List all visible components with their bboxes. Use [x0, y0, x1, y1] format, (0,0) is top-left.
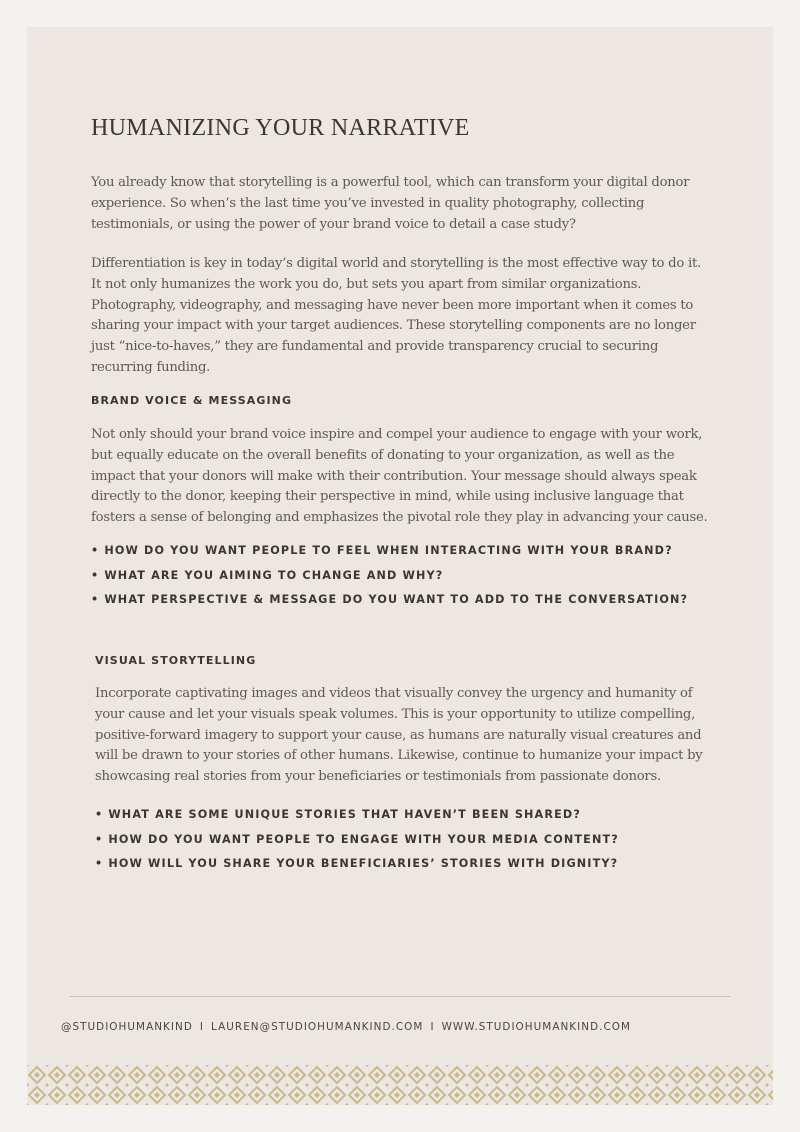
question-text: HOW DO YOU WANT PEOPLE TO ENGAGE WITH YOUR MEDIA CONTENT? [108, 832, 619, 846]
intro-paragraph-2: Differentiation is key in today’s digital world and storytelling is the most effective way to do it. It not only humanizes the work you do, but sets you apart from similar organizations. Photography, videography, and messaging have never been more important when it comes to sharing your impact with your target audiences. These storytelling components are no longer just “nice-to-haves,” they are fundamental and provide transparency crucial to securing recurring funding. [91, 256, 701, 375]
footer-separator: I [199, 1021, 205, 1033]
question-item [95, 808, 619, 833]
bullet-icon: • [91, 544, 100, 557]
page-title: HUMANIZING YOUR NARRATIVE [91, 115, 470, 141]
brand-voice-questions [91, 544, 688, 618]
question-text: HOW DO YOU WANT PEOPLE TO FEEL WHEN INTERACTING WITH YOUR BRAND? [104, 544, 673, 557]
question-text: HOW WILL YOU SHARE YOUR BENEFICIARIES’ STORIES WITH DIGNITY? [108, 857, 619, 870]
section-heading-brand-voice: BRAND VOICE & MESSAGING [91, 394, 293, 407]
visual-storytelling-questions [95, 808, 619, 882]
footer-contact [61, 1021, 631, 1033]
visual-storytelling-paragraph: Incorporate captivating images and videos that visually convey the urgency and humanity of your cause and let your visuals speak volumes. This is your opportunity to utilize compelling, positive-forward imagery to support your cause, as humans are naturally visual creatures and will be drawn to your stories of other humans. Likewise, continue to humanize your impact by showcasing real stories from your beneficiaries or testimonials from passionate donors. [95, 686, 703, 785]
question-item [95, 833, 619, 858]
footer-separator: I [430, 1021, 435, 1033]
bullet-icon: • [95, 808, 104, 821]
section-heading-visual-storytelling: VISUAL STORYTELLING [95, 654, 257, 667]
email-link[interactable]: LAUREN@STUDIOHUMANKIND.COM [211, 1021, 424, 1033]
question-item [95, 857, 619, 882]
question-item [91, 593, 688, 618]
bullet-icon: • [91, 593, 100, 606]
bullet-icon: • [95, 832, 104, 846]
question-text: WHAT PERSPECTIVE & MESSAGE DO YOU WANT TO ADD TO THE CONVERSATION? [104, 593, 689, 606]
social-handle-link[interactable]: @STUDIOHUMANKIND [61, 1021, 193, 1033]
question-item [91, 544, 688, 569]
footer-divider [69, 996, 731, 997]
diamond-pattern-border [27, 1065, 773, 1105]
website-link[interactable]: WWW.STUDIOHUMANKIND.COM [441, 1021, 632, 1033]
brand-voice-paragraph: Not only should your brand voice inspire and compel your audience to engage with your work, but equally educate on the overall benefits of donating to your organization, as well as the impact that your donors will make with their contribution. Your message should always speak directly to the donor, keeping their perspective in mind, while using inclusive language that fosters a sense of belonging and emphasizes the pivotal role they play in advancing your cause. [91, 427, 708, 526]
document-page [27, 27, 773, 1105]
question-item [91, 569, 688, 594]
bullet-icon: • [95, 857, 104, 870]
question-text: WHAT ARE SOME UNIQUE STORIES THAT HAVEN’T BEEN SHARED? [108, 808, 581, 821]
bullet-icon: • [91, 568, 100, 582]
question-text: WHAT ARE YOU AIMING TO CHANGE AND WHY? [104, 568, 444, 582]
intro-paragraph-1: You already know that storytelling is a powerful tool, which can transform your digital donor experience. So when’s the last time you’ve invested in quality photography, collecting testimonials, or using the power of your brand voice to detail a case study? [91, 175, 690, 232]
